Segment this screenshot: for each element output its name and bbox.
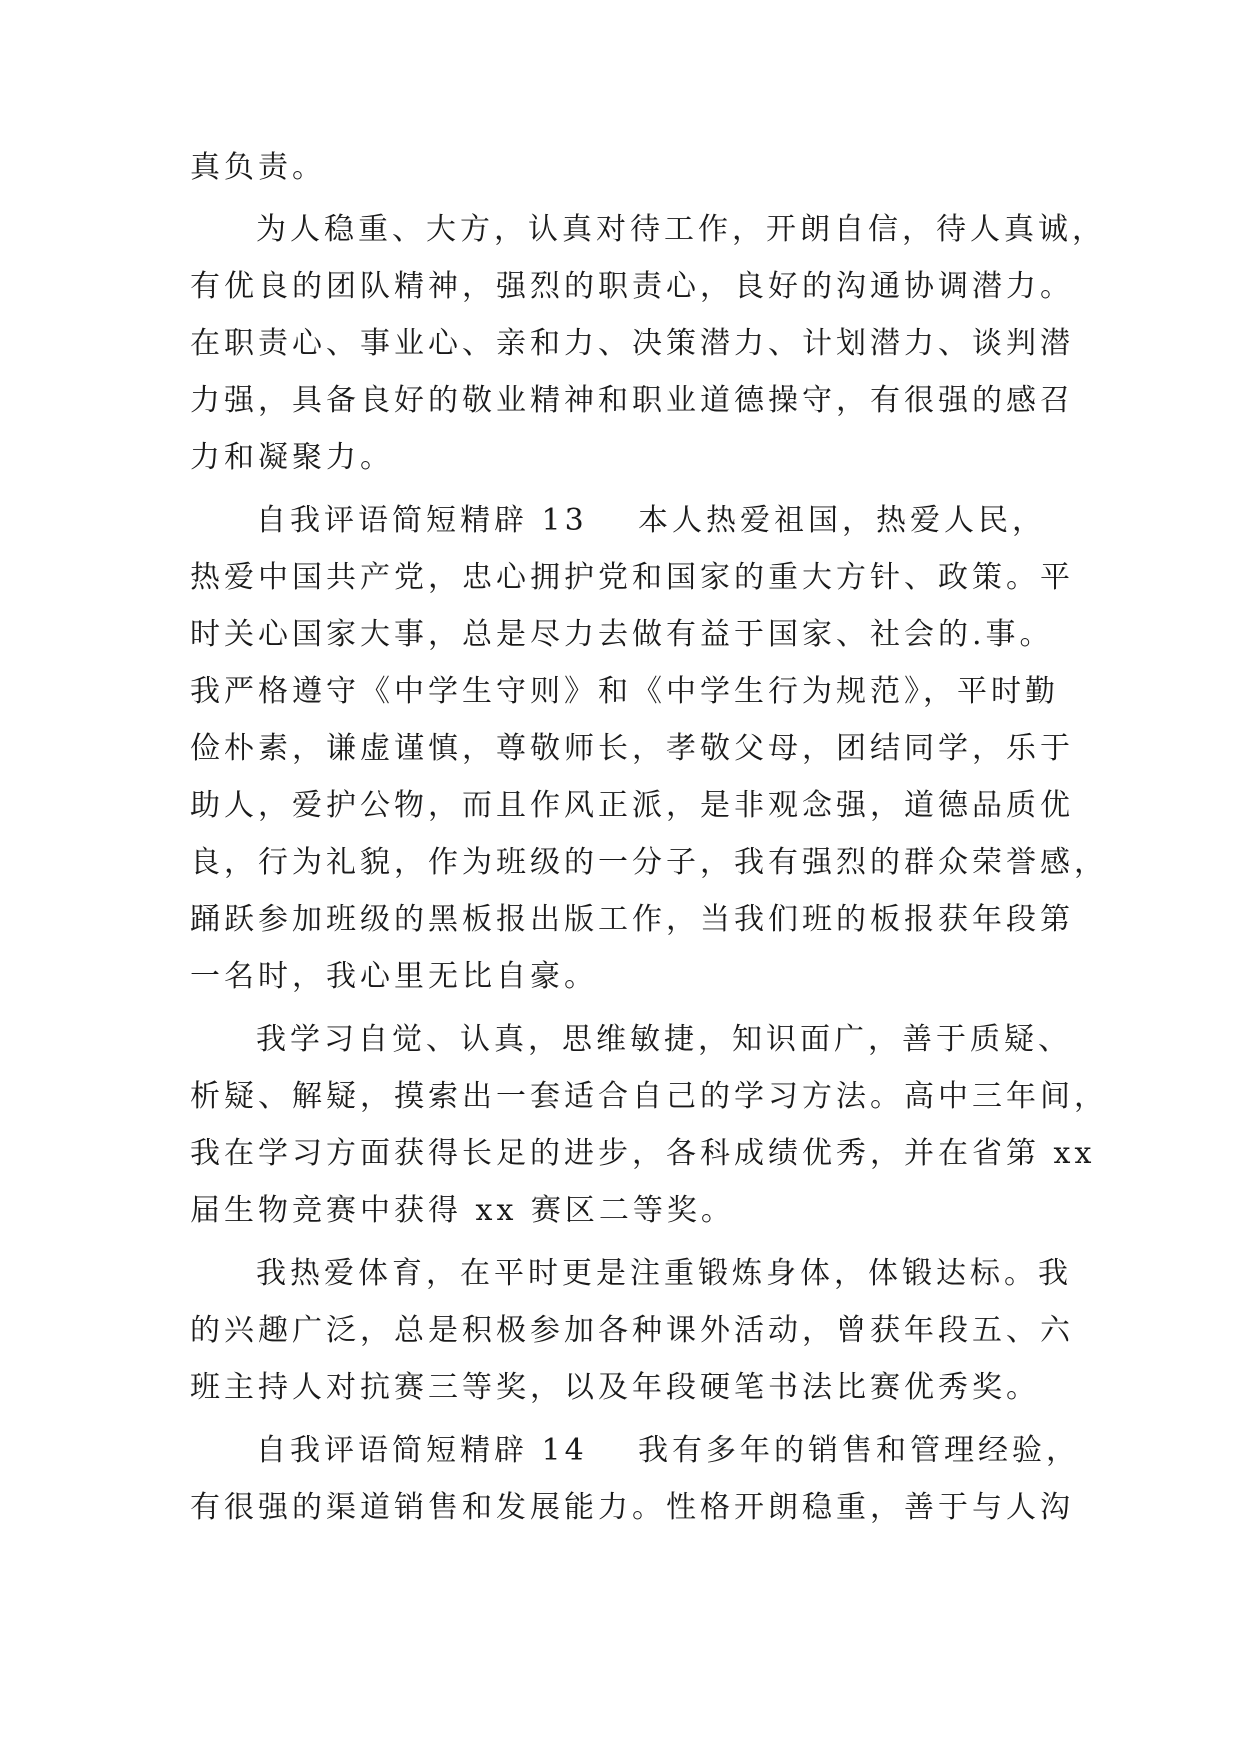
text-line: 助人，爱护公物，而且作风正派，是非观念强，道德品质优: [190, 788, 1074, 823]
text-line: 在职责心、事业心、亲和力、决策潜力、计划潜力、谈判潜: [190, 326, 1074, 361]
text-line: 力强，具备良好的敬业精神和职业道德操守，有很强的感召: [190, 383, 1074, 418]
paragraph-start-line: 我学习自觉、认真，思维敏捷，知识面广，善于质疑、: [256, 1022, 1072, 1057]
text-line: 有优良的团队精神，强烈的职责心，良好的沟通协调潜力。: [190, 269, 1074, 304]
text-line: 我严格遵守《中学生守则》和《中学生行为规范》，平时勤: [190, 674, 1059, 709]
paragraph-start-text: 我有多年的销售和管理经验，: [638, 1433, 1080, 1468]
heading-line: [256, 1421, 1080, 1481]
text-line: 届生物竞赛中获得 xx 赛区二等奖。: [190, 1193, 735, 1228]
paragraph-start-line: 我热爱体育，在平时更是注重锻炼身体，体锻达标。我: [256, 1256, 1072, 1291]
text-line: 一名时，我心里无比自豪。: [190, 959, 598, 994]
text-line: 真负责。: [190, 150, 326, 185]
paragraph-start-text: 本人热爱祖国，热爱人民，: [638, 503, 1046, 538]
text-line: 热爱中国共产党，忠心拥护党和国家的重大方针、政策。平: [190, 560, 1074, 595]
text-line: 时关心国家大事，总是尽力去做有益于国家、社会的.事。: [190, 617, 1054, 652]
text-line: 析疑、解疑，摸索出一套适合自己的学习方法。高中三年间，: [190, 1079, 1108, 1114]
text-line: 良，行为礼貌，作为班级的一分子，我有强烈的群众荣誉感，: [190, 845, 1108, 880]
text-line: 有很强的渠道销售和发展能力。性格开朗稳重，善于与人沟: [190, 1490, 1074, 1525]
text-line: 俭朴素，谦虚谨慎，尊敬师长，孝敬父母，团结同学，乐于: [190, 731, 1074, 766]
text-line: 的兴趣广泛，总是积极参加各种课外活动，曾获年段五、六: [190, 1313, 1074, 1348]
text-line: 力和凝聚力。: [190, 440, 394, 475]
paragraph-start-line: 为人稳重、大方，认真对待工作，开朗自信，待人真诚，: [256, 212, 1106, 247]
text-line: 我在学习方面获得长足的进步，各科成绩优秀，并在省第 xx: [190, 1136, 1096, 1171]
section-heading: 自我评语简短精辟 13: [256, 503, 588, 538]
text-line: 踊跃参加班级的黑板报出版工作，当我们班的板报获年段第: [190, 902, 1074, 937]
heading-line: [256, 491, 1070, 551]
section-heading: 自我评语简短精辟 14: [256, 1433, 588, 1468]
text-line: 班主持人对抗赛三等奖，以及年段硬笔书法比赛优秀奖。: [190, 1370, 1040, 1405]
